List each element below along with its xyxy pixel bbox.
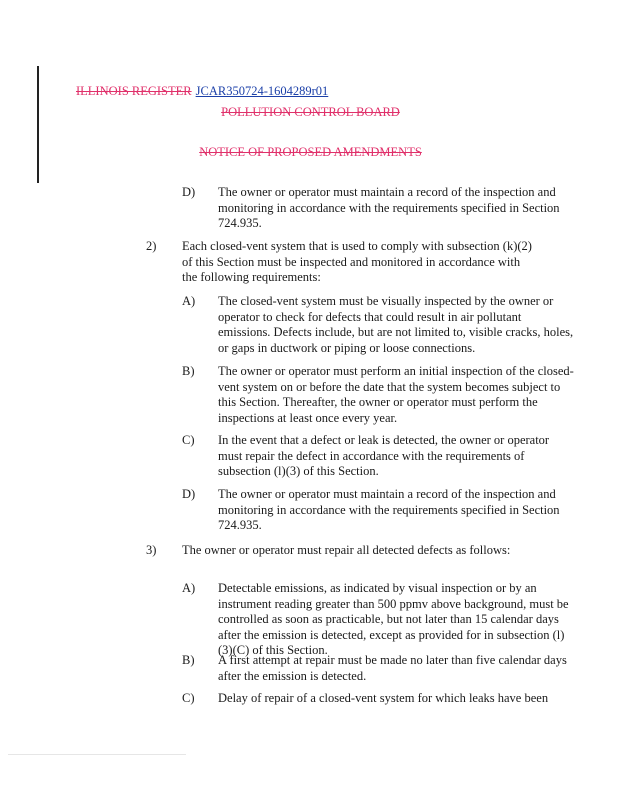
item-text: In the event that a defect or leak is detected, the owner or operator must repair the defect in accordance with the requirements of subsection (l)(3) of this Section. xyxy=(218,433,550,478)
register-inserted-text: JCAR350724-1604289r01 xyxy=(195,84,329,98)
item-text: The owner or operator must perform an initial inspection of the closed-vent system on or before the date that the system becomes subject to this Section. Thereafter, the owner or operator must perform the inspections at least once every year. xyxy=(218,364,574,425)
register-struck-text: ILLINOIS REGISTER xyxy=(76,84,192,98)
item-label: B) xyxy=(182,364,195,378)
item-text: Detectable emissions, as indicated by visual inspection or by an instrument reading greater than 500 ppmv above background, must be controlled as soon as practicable, but not later than 15 calendar days after the emission is detected, except as provided for in subsection (l)(3)(C) of this Section. xyxy=(218,581,569,657)
item-label: D) xyxy=(182,487,196,501)
item-label: C) xyxy=(182,433,195,447)
item-label: D) xyxy=(182,185,196,199)
item-label: A) xyxy=(182,581,196,595)
item-text: The closed-vent system must be visually inspected by the owner or operator to check for defects that could result in air pollutant emissions. Defects include, but are not limited to, visible cracks, holes, or gaps in ductwork or piping or loose connections. xyxy=(218,294,574,355)
item-text: Delay of repair of a closed-vent system for which leaks have been xyxy=(218,691,549,705)
item-label: 3) xyxy=(146,543,157,557)
item-label: B) xyxy=(182,653,195,667)
revision-change-bar xyxy=(37,66,39,183)
item-text: The owner or operator must repair all detected defects as follows: xyxy=(182,543,511,557)
item-label: 2) xyxy=(146,239,157,253)
item-label: C) xyxy=(182,691,195,705)
item-text: A first attempt at repair must be made no later than five calendar days after the emission is detected. xyxy=(218,653,567,683)
board-title: POLLUTION CONTROL BOARD xyxy=(221,105,400,119)
item-text: The owner or operator must maintain a record of the inspection and monitoring in accordance with the requirements specified in Section 724.935. xyxy=(218,487,560,532)
footer-divider xyxy=(8,754,186,755)
item-text: The owner or operator must maintain a record of the inspection and monitoring in accordance with the requirements specified in Section 724.935. xyxy=(218,185,560,230)
register-header xyxy=(76,84,328,99)
notice-title: NOTICE OF PROPOSED AMENDMENTS xyxy=(199,145,422,159)
item-text: Each closed-vent system that is used to comply with subsection (k)(2) of this Section must be inspected and monitored in accordance with the following requirements: xyxy=(182,239,532,284)
item-label: A) xyxy=(182,294,196,308)
